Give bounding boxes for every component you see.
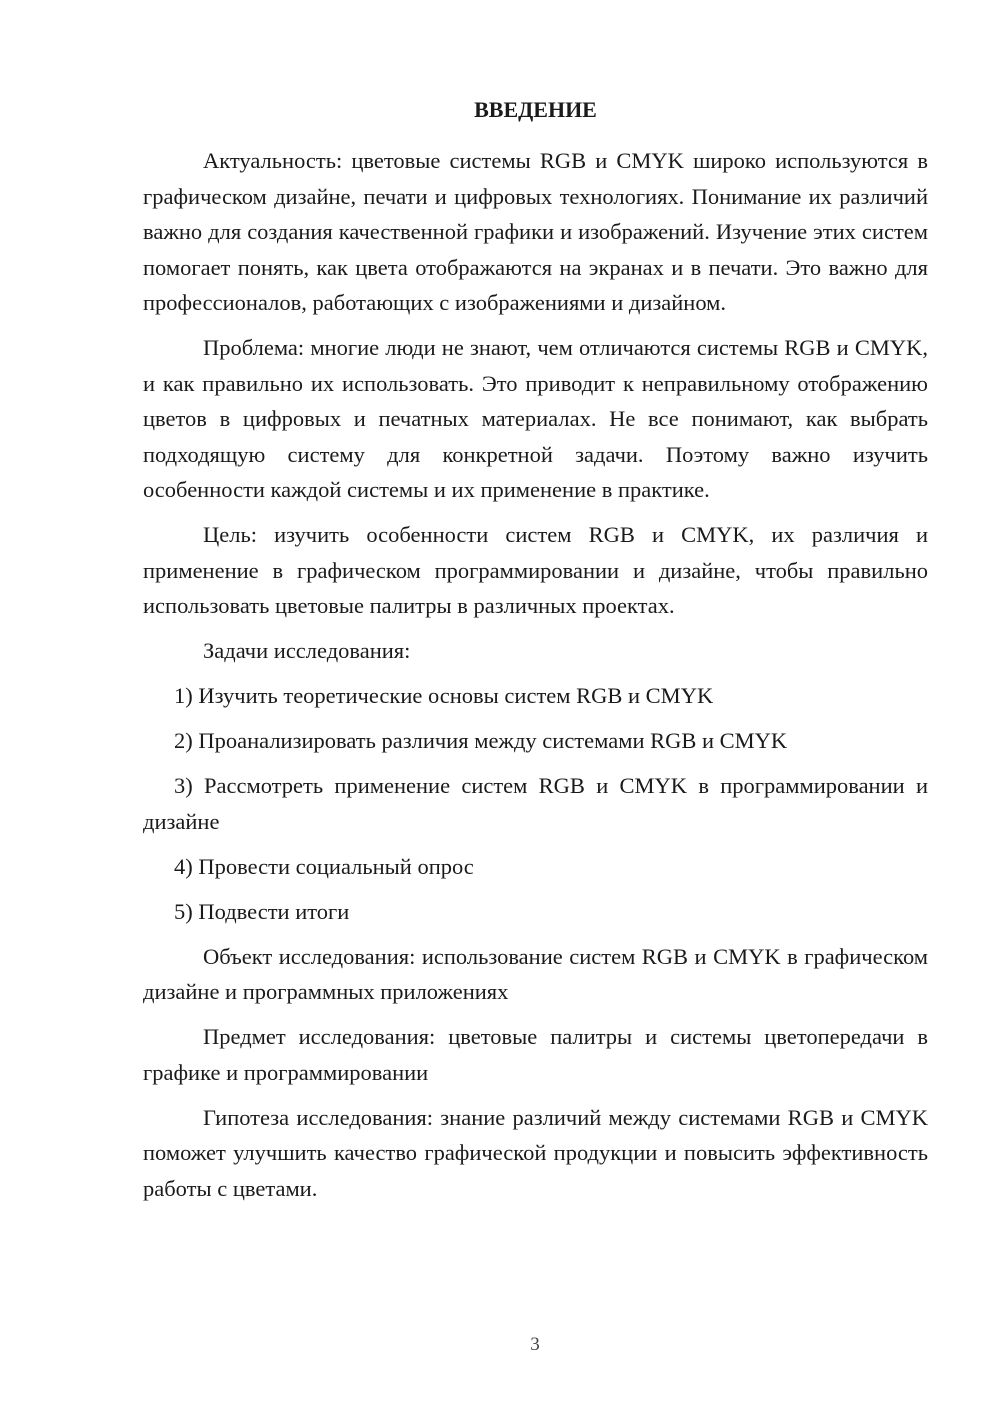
paragraph-actuality: Актуальность: цветовые системы RGB и CMYK широко используются в графическом дизайне, печати и цифровых технологиях. Понимание их различий важно для создания качественной графики и изображений. Изучение этих систем помогает понять, как цвета отображаются на экранах и в печати. Это важно для профессионалов, работающих с изображениями и дизайном.: [143, 148, 928, 315]
paragraph-goal: Цель: изучить особенности систем RGB и CMYK, их различия и применение в графическом программировании и дизайне, чтобы правильно использовать цветовые палитры в различных проектах.: [143, 522, 928, 618]
section-title: ВВЕДЕНИЕ: [474, 97, 597, 122]
task-item-1: 1) Изучить теоретические основы систем RGB и CMYK: [174, 683, 714, 708]
task-item-2: 2) Проанализировать различия между системами RGB и CMYK: [174, 728, 788, 753]
task-item-4: 4) Провести социальный опрос: [174, 853, 474, 879]
page-number: 3: [530, 1334, 540, 1355]
task-item-5: 5) Подвести итоги: [174, 898, 350, 924]
task-item-3: 3) Рассмотреть применение систем RGB и CMYK в программировании и дизайне: [143, 773, 928, 834]
paragraph-object: Объект исследования: использование систем RGB и CMYK в графическом дизайне и программных приложениях: [143, 943, 928, 1004]
document-page: [143, 92, 928, 1216]
tasks-heading: Задачи исследования:: [203, 638, 411, 663]
paragraph-subject: Предмет исследования: цветовые палитры и системы цветопередачи в графике и программировании: [143, 1024, 928, 1085]
paragraph-hypothesis: Гипотеза исследования: знание различий между системами RGB и CMYK поможет улучшить качество графической продукции и повысить эффективность работы с цветами.: [143, 1104, 928, 1201]
paragraph-problem: Проблема: многие люди не знают, чем отличаются системы RGB и CMYK, и как правильно их использовать. Это приводит к неправильному отображению цветов в цифровых и печатных материалах. Не все понимают, как выбрать подходящую систему для конкретной задачи. Поэтому важно изучить особенности каждой системы и их применение в практике.: [143, 335, 928, 502]
